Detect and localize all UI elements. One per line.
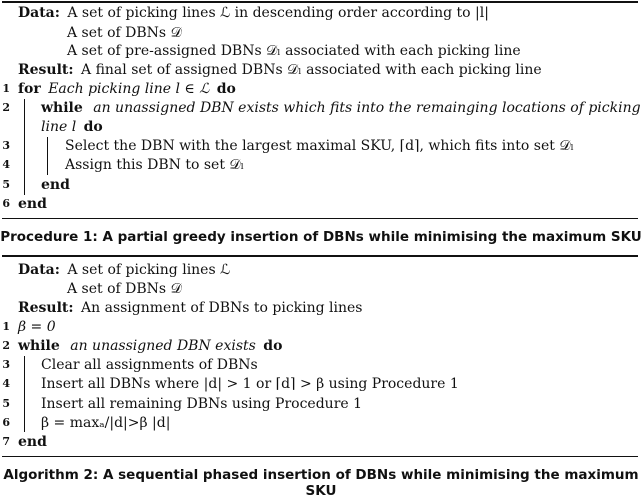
p1-for-keyword: for	[18, 81, 41, 97]
p1-while-condition: an unassigned DBN exists which fits into the remainging locations of picking	[93, 100, 641, 116]
a2-beta-update: β = maxₐ/|d|>β |d|	[41, 415, 171, 431]
a2-top-rule	[2, 255, 638, 257]
p1-line-number-5: 5	[2, 178, 10, 191]
p1-data-line-1	[18, 4, 489, 22]
p1-bottom-rule	[2, 218, 638, 219]
a2-while-condition: an unassigned DBN exists	[70, 338, 256, 354]
p1-while-keyword: while	[41, 100, 83, 116]
p1-line-number-6: 6	[2, 197, 10, 210]
p1-line-number-1: 1	[2, 82, 10, 95]
a2-line-number-7: 7	[2, 435, 10, 448]
p1-assign-line: Assign this DBN to set 𝒟ₗ	[65, 157, 244, 173]
p1-line-number-3: 3	[2, 139, 10, 152]
a2-line-number-4: 4	[2, 377, 10, 390]
a2-bottom-rule	[2, 456, 638, 457]
a2-beta-init: β = 0	[18, 319, 56, 335]
a2-result-line	[18, 299, 363, 317]
p1-for-line	[18, 80, 236, 98]
a2-data-line-1	[18, 261, 230, 279]
p1-end-while: end	[41, 177, 70, 193]
p1-for-do: do	[216, 81, 236, 97]
p1-data-keyword: Data:	[18, 5, 60, 21]
p1-end-for: end	[18, 196, 47, 212]
p1-line-number-4: 4	[2, 158, 10, 171]
a2-while-do: do	[263, 338, 283, 354]
a2-while-line	[18, 337, 282, 355]
a2-line-number-1: 1	[2, 320, 10, 333]
p1-result-text: A final set of assigned DBNs 𝒟ₗ associated with each picking line	[81, 62, 542, 78]
a2-result-keyword: Result:	[18, 300, 74, 316]
a2-line-number-2: 2	[2, 339, 10, 352]
a2-data-text-1: A set of picking lines ℒ	[67, 262, 231, 278]
a2-caption: Algorithm 2: A sequential phased insertion of DBNs while minimising the maximum SKU	[3, 467, 639, 499]
p1-for-block-bar	[24, 99, 25, 195]
p1-while-line	[41, 99, 641, 117]
p1-while-block-bar	[47, 137, 48, 175]
a2-while-block-bar	[24, 356, 25, 432]
a2-line-number-5: 5	[2, 397, 10, 410]
a2-data-keyword: Data:	[18, 262, 60, 278]
a2-insert-remaining-line: Insert all remaining DBNs using Procedure 1	[41, 396, 363, 412]
p1-while-do: do	[83, 119, 103, 135]
p1-for-condition: Each picking line l ∈ ℒ	[48, 81, 210, 97]
p1-line-number-2: 2	[2, 101, 10, 114]
a2-data-line-2: A set of DBNs 𝒟	[67, 281, 182, 297]
a2-line-number-3: 3	[2, 358, 10, 371]
a2-insert-line: Insert all DBNs where |d| > 1 or ⌈d⌉ > β using Procedure 1	[41, 376, 459, 392]
a2-while-keyword: while	[18, 338, 60, 354]
p1-result-line	[18, 61, 542, 79]
p1-caption: Procedure 1: A partial greedy insertion of DBNs while minimising the maximum SKU	[0, 229, 642, 245]
p1-while-continuation	[41, 118, 103, 136]
p1-result-keyword: Result:	[18, 62, 74, 78]
p1-data-text-1: A set of picking lines ℒ in descending order according to |l|	[67, 5, 489, 21]
p1-data-line-3: A set of pre-assigned DBNs 𝒟ₗ associated with each picking line	[67, 43, 521, 59]
a2-result-text: An assignment of DBNs to picking lines	[81, 300, 363, 316]
a2-clear-line: Clear all assignments of DBNs	[41, 357, 258, 373]
p1-select-line: Select the DBN with the largest maximal SKU, ⌈d⌉, which fits into set 𝒟ₗ	[65, 138, 574, 154]
p1-while-condition-end: line l	[41, 119, 77, 135]
a2-end-while: end	[18, 434, 47, 450]
p1-data-line-2: A set of DBNs 𝒟	[67, 25, 182, 41]
top-rule	[2, 1, 638, 3]
a2-line-number-6: 6	[2, 416, 10, 429]
